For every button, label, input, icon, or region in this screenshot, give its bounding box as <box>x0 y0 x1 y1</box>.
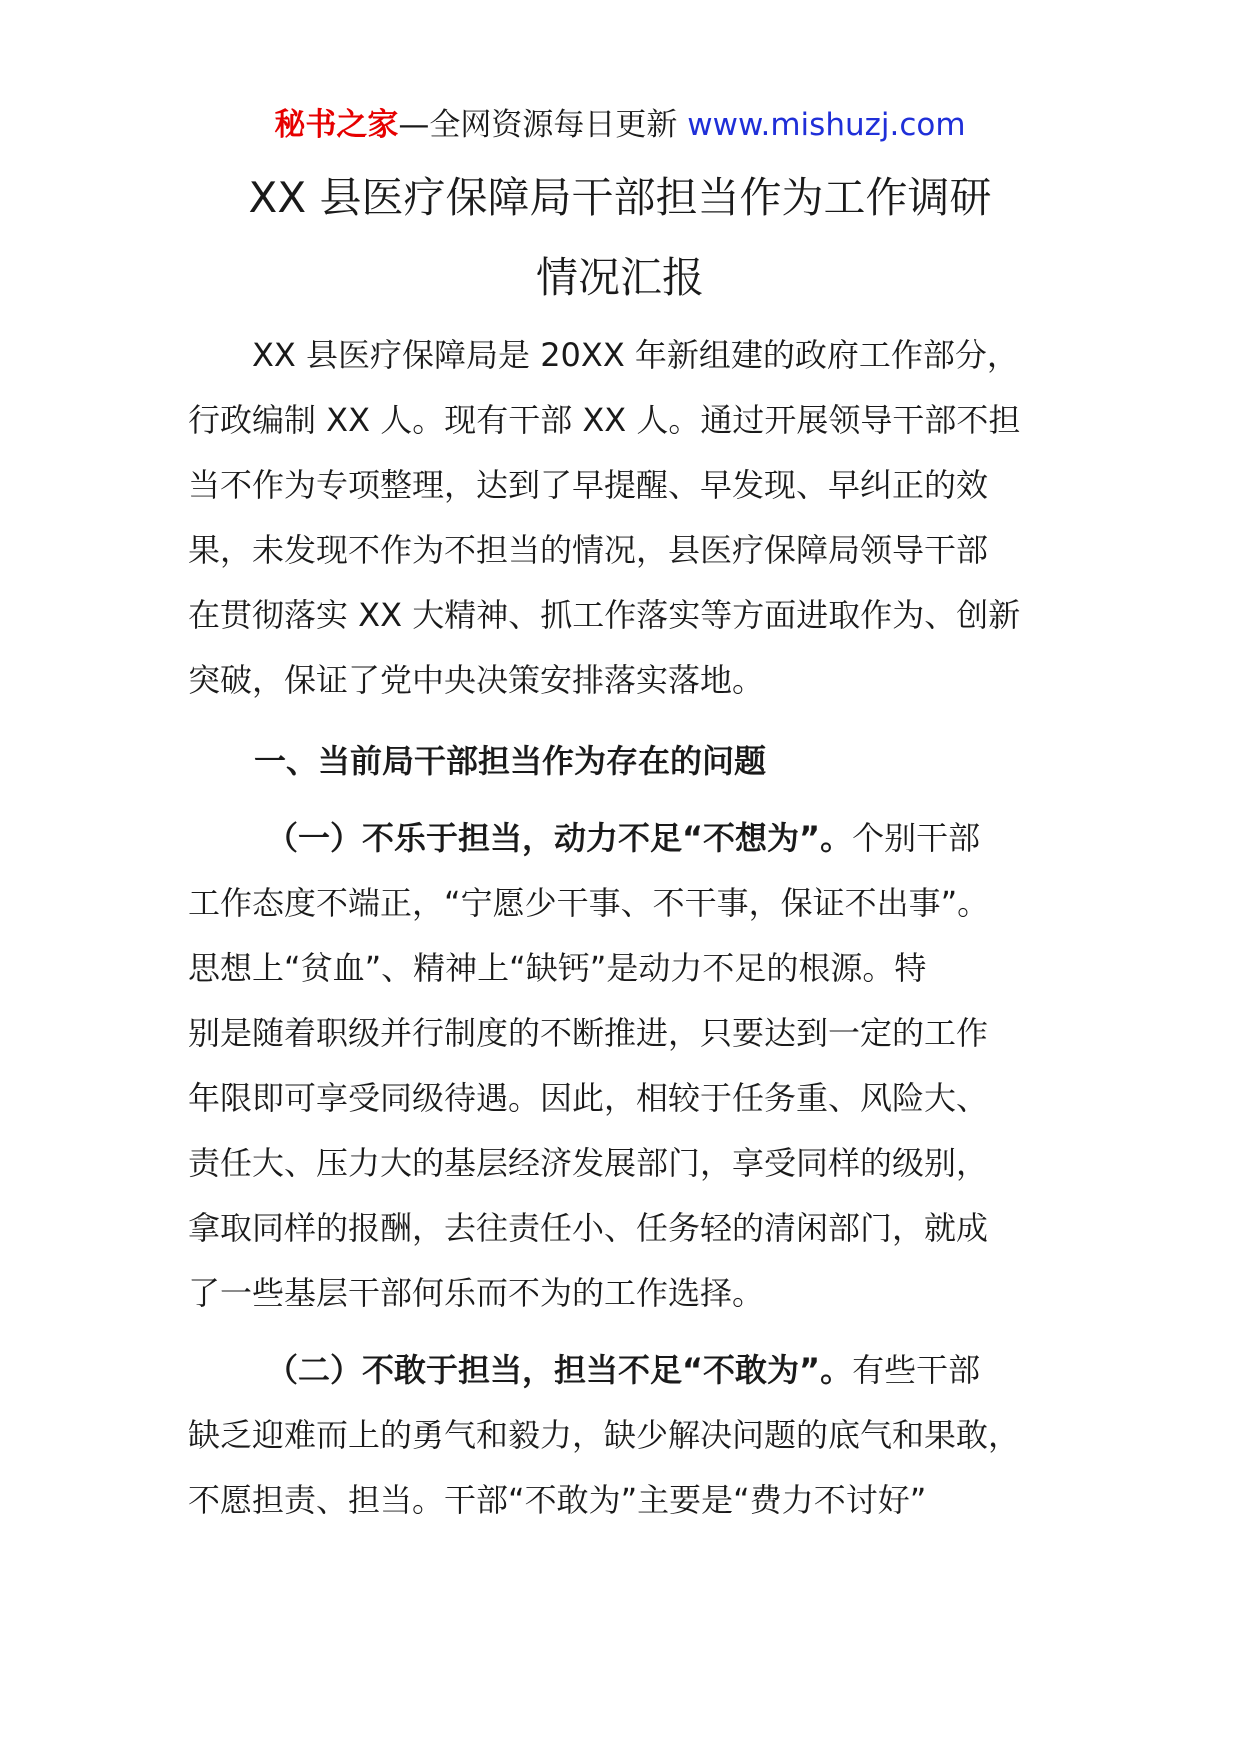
item1-line: 思想上“贫血”、精神上“缺钙”是动力不足的根源。特 <box>188 949 927 987</box>
item1-heading: （一）不乐于担当，动力不足“不想为”。 <box>266 819 853 857</box>
item1-line: 责任大、压力大的基层经济发展部门，享受同样的级别， <box>188 1144 989 1182</box>
watermark-header <box>0 100 1240 150</box>
item2-first-line <box>188 1338 1068 1403</box>
item1-first-text: 个别干部 <box>852 819 981 857</box>
intro-line: XX 县医疗保障局是 20XX 年新组建的政府工作部分， <box>252 336 1019 374</box>
intro-line: 突破，保证了党中央决策安排落实落地。 <box>188 661 765 699</box>
intro-line: 在贯彻落实 XX 大精神、抓工作落实等方面进取作为、创新 <box>188 596 1021 634</box>
item1-line: 年限即可享受同级待遇。因此，相较于任务重、风险大、 <box>188 1079 989 1117</box>
section-heading-1: 一、当前局干部担当作为存在的问题 <box>254 742 767 780</box>
item2-first-text: 有些干部 <box>852 1351 981 1389</box>
title-line-1: XX 县医疗保障局干部担当作为工作调研 <box>248 173 992 222</box>
document-body <box>188 323 1068 1533</box>
item1-line: 别是随着职级并行制度的不断推进，只要达到一定的工作 <box>188 1014 989 1052</box>
item1-first-line <box>188 806 1068 871</box>
item1-line: 拿取同样的报酬，去往责任小、任务轻的清闲部门，就成 <box>188 1209 989 1247</box>
header-slogan: —全网资源每日更新 <box>398 107 688 143</box>
intro-line: 果，未发现不作为不担当的情况，县医疗保障局领导干部 <box>188 531 989 569</box>
intro-line: 行政编制 XX 人。现有干部 XX 人。通过开展领导干部不担 <box>188 401 1021 439</box>
item2-line: 不愿担责、担当。干部“不敢为”主要是“费力不讨好” <box>188 1481 927 1519</box>
site-link[interactable]: www.mishuzj.com <box>687 107 966 143</box>
item1-line: 了一些基层干部何乐而不为的工作选择。 <box>188 1274 765 1312</box>
item2-line: 缺乏迎难而上的勇气和毅力，缺少解决问题的底气和果敢， <box>188 1416 1021 1454</box>
title-line-2: 情况汇报 <box>535 253 704 302</box>
document-title <box>0 158 1240 318</box>
item2-heading: （二）不敢于担当，担当不足“不敢为”。 <box>266 1351 853 1389</box>
item1-line: 工作态度不端正，“宁愿少干事、不干事，保证不出事”。 <box>188 884 990 922</box>
intro-line: 当不作为专项整理，达到了早提醒、早发现、早纠正的效 <box>188 466 989 504</box>
brand-name: 秘书之家 <box>274 107 399 143</box>
